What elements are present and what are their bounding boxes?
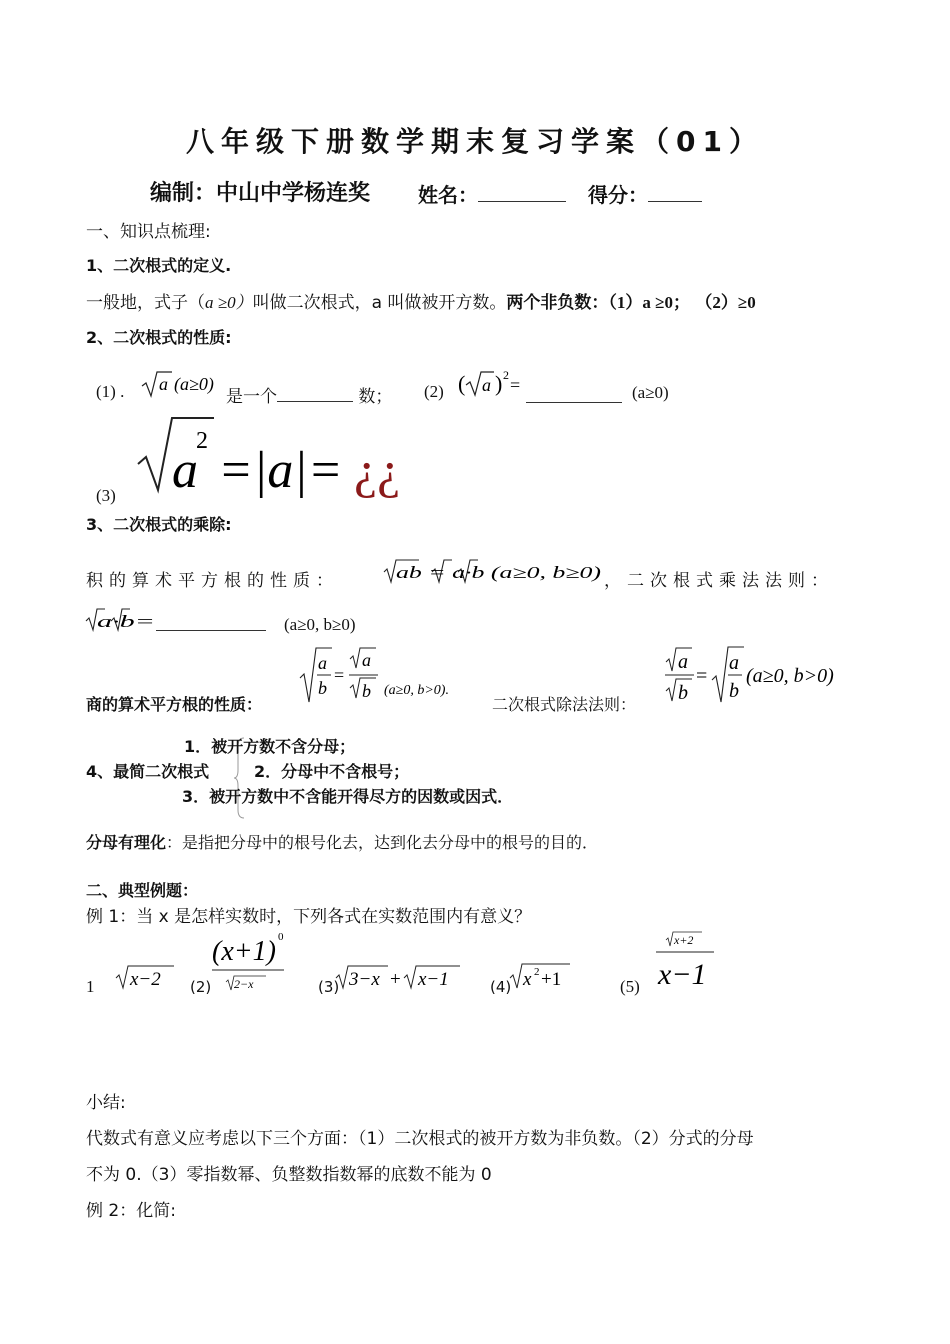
property-2-num: (2): [424, 382, 444, 401]
property-2-cond: (a≥0): [632, 383, 669, 402]
property-1-tail: 数；: [358, 387, 393, 407]
simplest-item-3: 3．被开方数中不含能开得尽方的因数或因式．: [182, 787, 514, 806]
rationalize-text: ：是指把分母中的根号化去，达到化去分母中的根号的目的．: [166, 833, 599, 852]
score-label: 得分：: [588, 183, 648, 207]
ex1-item-4-tail: +1: [541, 969, 562, 990]
definition-line: [86, 288, 756, 313]
division-rule-text: 二次根式除法法则：: [492, 695, 637, 714]
subsection-definition: 1、二次根式的定义.: [86, 256, 232, 275]
ex1-item-4-x: x: [523, 969, 532, 990]
subsection-properties: 2、二次根式的性质:: [86, 328, 232, 347]
def-text-a: 一般地，式子（: [86, 293, 205, 313]
product-property-text-run: ab = a·b (a≥0, b≥0): [396, 563, 602, 582]
example-1-question: 例 1：当 x 是怎样实数时，下列各式在实数范围内有意义？: [86, 907, 532, 927]
property-3-tail: ¿¿: [354, 442, 401, 499]
division-rule-formula: [662, 644, 866, 706]
mult-rule-cond: (a≥0, b≥0): [284, 615, 356, 634]
property-3-formula: [134, 410, 424, 500]
nonneg-1b: a ≥0；: [642, 293, 691, 312]
property-2-rparen: ): [495, 371, 503, 396]
property-3-exp: 2: [196, 428, 208, 454]
name-field[interactable]: [418, 179, 566, 208]
section-heading-2: 二、典型例题：: [86, 881, 199, 900]
ex1-item-1-expr: [114, 962, 178, 992]
div-den-b: b: [678, 682, 688, 704]
ex1-item-1-num: 1: [86, 977, 95, 996]
div-cond: (a≥0, b>0): [746, 665, 834, 687]
ex1-item-2-top: (x+1): [212, 936, 276, 967]
property-2-exp: 2: [503, 368, 509, 382]
property-2-eq: =: [510, 375, 521, 395]
mult-lhs-text: a·b=: [97, 612, 155, 631]
property-1-cond: (a≥0): [174, 374, 214, 394]
summary-line-1: 代数式有意义应考虑以下三个方面：（1）二次根式的被开方数为非负数。（2）分式的分母: [86, 1129, 754, 1149]
property-1-num: (1) .: [96, 382, 125, 401]
example-2-question: 例 2：化简:: [86, 1201, 176, 1221]
ex1-item-5-expr: [652, 926, 718, 992]
ex1-item-4-expr: [508, 960, 574, 992]
score-field[interactable]: [588, 179, 702, 208]
ex1-item-2-bot: 2−x: [234, 977, 254, 991]
mult-rule-text: ，二次根式乘法法则：: [604, 571, 834, 591]
quot-den-b: b: [318, 678, 327, 698]
quot-rhs-num: a: [362, 650, 371, 670]
name-label: 姓名：: [418, 183, 478, 207]
ex1-item-3-plus: +: [390, 969, 401, 990]
div-num-a: a: [678, 651, 688, 673]
mult-rule-blank[interactable]: [156, 610, 266, 631]
ex1-item-4-sup: 2: [534, 966, 540, 978]
div-rhs-den: b: [729, 680, 739, 702]
property-2-lparen: (: [458, 371, 466, 396]
property-3-radicand: a: [172, 442, 198, 499]
author-line: [150, 176, 370, 207]
property-1-text: [226, 382, 392, 407]
ex1-item-3-num: (3): [318, 978, 340, 996]
ex1-item-2-expr: [208, 924, 288, 996]
simplest-item-2: 2．分母中不含根号；: [254, 762, 410, 781]
ex1-item-2-num: (2): [190, 978, 212, 996]
quot-rhs-den: b: [362, 681, 371, 701]
summary-label: 小结:: [86, 1093, 126, 1113]
div-rhs-num: a: [729, 652, 739, 674]
ex1-item-5-top: x+2: [674, 933, 694, 947]
quot-num-a: a: [318, 653, 327, 673]
property-3-mid: =|a|=: [218, 442, 343, 499]
property-2-formula: [456, 365, 526, 401]
ex1-item-4-num: (4): [490, 978, 512, 996]
ex1-item-3-r1: 3−x: [349, 969, 380, 990]
ex1-item-2-exp: 0: [278, 931, 284, 943]
quotient-property-label: 商的算术平方根的性质：: [86, 695, 263, 714]
quot-eq: =: [334, 665, 345, 685]
quotient-property-formula: [298, 644, 494, 706]
nonneg-2: （2）≥0: [695, 293, 756, 312]
rationalize-line: [86, 830, 598, 853]
ex1-item-3-expr: [334, 962, 464, 992]
property-1-radicand: a: [159, 374, 168, 394]
quot-cond: (a≥0, b>0).: [384, 683, 449, 698]
property-3-num: (3): [96, 486, 116, 505]
def-text-b: 叫做二次根式，a 叫做被开方数。: [252, 293, 507, 313]
property-1-radical: [140, 368, 226, 400]
div-eq: =: [696, 665, 708, 687]
product-property-formula: [382, 556, 608, 586]
property-2-radicand: a: [482, 375, 491, 395]
subsection-simplest: 4、最简二次根式: [86, 762, 210, 781]
ex1-item-5-bot: x−1: [658, 958, 707, 991]
summary-line-2: 不为 0.（3）零指数幂、负整数指数幂的底数不能为 0: [86, 1165, 492, 1185]
def-cond: a ≥0）: [205, 293, 253, 312]
ex1-item-1-radicand: x−2: [130, 969, 161, 990]
section-heading-1: 一、知识点梳理:: [86, 222, 211, 242]
mult-rule-lhs: [84, 606, 158, 634]
product-property-text: 积的算术平方根的性质：: [86, 571, 339, 591]
rationalize-label: 分母有理化: [86, 833, 167, 852]
ex1-item-3-r2: x−1: [418, 969, 449, 990]
subsection-mult-div: 3、二次根式的乘除:: [86, 515, 232, 534]
nonneg-label: 两个非负数：: [506, 293, 609, 313]
property-1-label: 是一个: [226, 387, 277, 407]
property-2-blank[interactable]: [526, 382, 622, 403]
nonneg-1: （1）: [608, 293, 643, 312]
ex1-item-5-num: (5): [620, 977, 640, 996]
simplest-item-1: 1．被开方数不含分母；: [184, 737, 356, 756]
page-title: 八年级下册数学期末复习学案（01）: [186, 125, 764, 158]
author: 编制：中山中学杨连奖: [150, 181, 371, 206]
